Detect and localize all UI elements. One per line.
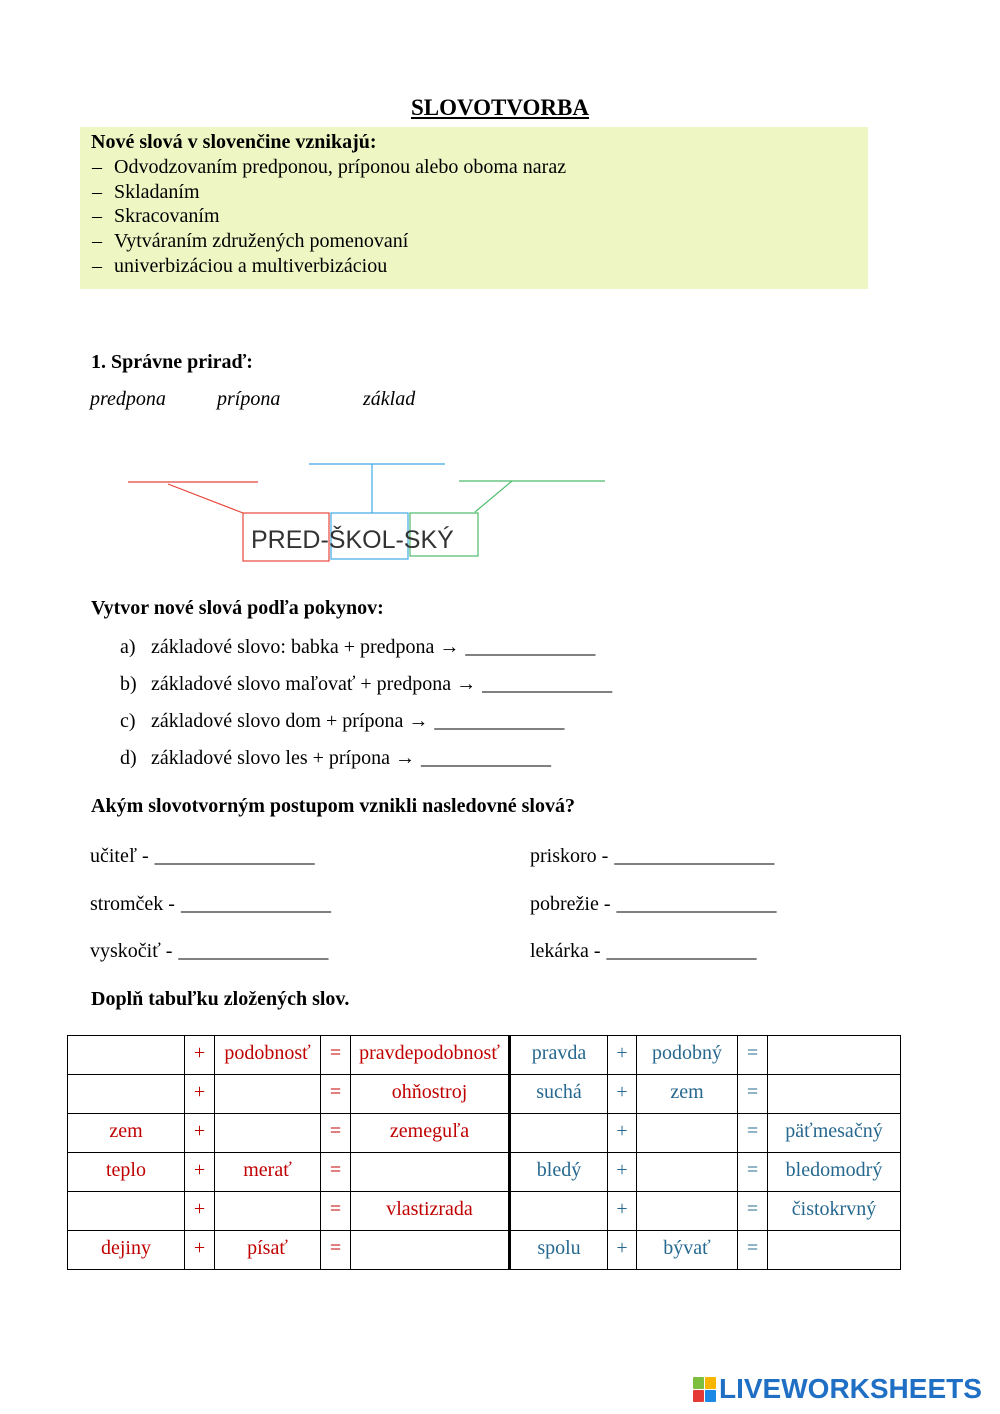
answer-cell[interactable] [351,1231,510,1270]
equals-sign-cell: = [321,1153,351,1192]
word-cell: bledý [510,1153,608,1192]
answer-blank[interactable]: _____________ [465,636,596,658]
word-label: priskoro - [530,845,609,867]
equals-sign-cell: = [738,1153,768,1192]
answer-cell[interactable] [215,1075,321,1114]
task2-item [151,746,551,770]
table-row [68,1036,901,1075]
prefix-connector [168,484,243,513]
liveworksheets-logo-text: LIVEWORKSHEETS [719,1373,982,1404]
compound-words-table [67,1035,901,1270]
info-item: univerbizáciou a multiverbizáciou [114,255,388,277]
word-cell: suchá [510,1075,608,1114]
item-label: a) [120,636,136,658]
info-box-heading: Nové slová v slovenčine vznikajú: [91,131,377,153]
liveworksheets-logo-icon [693,1377,716,1402]
bullet-dash: – [92,230,102,252]
equals-sign-cell: = [738,1036,768,1075]
task2-item [151,672,612,696]
word-cell: bledomodrý [768,1153,901,1192]
answer-cell[interactable] [510,1114,608,1153]
draggable-word-predpona[interactable]: predpona [90,388,166,410]
word-cell: zem [68,1114,185,1153]
table-row [68,1075,901,1114]
plus-sign-cell: + [608,1153,637,1192]
plus-sign-cell: + [608,1075,637,1114]
answer-cell[interactable] [768,1231,901,1270]
answer-cell[interactable] [768,1036,901,1075]
task4-heading: Doplň tabuľku zložených slov. [91,988,350,1010]
task3-item [90,939,328,963]
equals-sign-cell: = [738,1075,768,1114]
equals-sign-cell: = [321,1114,351,1153]
word-cell: bývať [637,1231,738,1270]
answer-blank[interactable]: _____________ [482,673,613,695]
plus-sign-cell: + [608,1114,637,1153]
answer-cell[interactable] [510,1192,608,1231]
item-label: b) [120,673,137,695]
bullet-dash: – [92,255,102,277]
info-item: Odvodzovaním predponou, príponou alebo oboma naraz [114,156,567,178]
answer-cell[interactable] [637,1192,738,1231]
answer-blank[interactable]: ________________ [616,893,777,915]
item-text: základové slovo: babka + predpona → [151,636,460,658]
draggable-word-pripona[interactable]: prípona [217,388,281,410]
item-label: c) [120,710,136,732]
word-cell: podobný [637,1036,738,1075]
task3-item [530,844,774,868]
logo-tile [705,1377,716,1389]
word-label: vyskočiť - [90,940,173,962]
logo-tile [705,1390,716,1402]
answer-cell[interactable] [68,1075,185,1114]
word-label: stromček - [90,893,175,915]
answer-blank[interactable]: _______________ [180,893,331,915]
suffix-connector [475,481,512,512]
info-item: Vytváraním združených pomenovaní [114,230,409,252]
info-item: Skracovaním [114,205,220,227]
word-cell: pravdepodobnosť [351,1036,510,1075]
table-row [68,1231,901,1270]
equals-sign-cell: = [321,1192,351,1231]
answer-cell[interactable] [637,1153,738,1192]
plus-sign-cell: + [608,1231,637,1270]
answer-blank[interactable]: _____________ [421,747,551,769]
plus-sign-cell: + [185,1114,215,1153]
task3-item [530,939,757,963]
word-structure-diagram [100,450,620,570]
answer-cell[interactable] [68,1036,185,1075]
equals-sign-cell: = [738,1231,768,1270]
answer-blank[interactable]: ________________ [614,845,775,867]
plus-sign-cell: + [185,1231,215,1270]
task3-heading: Akým slovotvorným postupom vznikli nasledovné slová? [91,795,575,817]
word-label: pobrežie - [530,893,611,915]
plus-sign-cell: + [185,1075,215,1114]
word-cell: teplo [68,1153,185,1192]
task2-item [151,709,564,733]
word-cell: podobnosť [215,1036,321,1075]
table-row [68,1192,901,1231]
word-cell: zem [637,1075,738,1114]
equals-sign-cell: = [738,1114,768,1153]
info-item: Skladaním [114,181,200,203]
table-body [68,1036,901,1270]
task3-item [530,892,777,916]
word-cell: písať [215,1231,321,1270]
word-cell: ohňostroj [351,1075,510,1114]
answer-cell[interactable] [215,1192,321,1231]
diagram-word: PRED-ŠKOL-SKÝ [251,526,454,554]
table-row [68,1114,901,1153]
equals-sign-cell: = [321,1075,351,1114]
word-cell: zemeguľa [351,1114,510,1153]
equals-sign-cell: = [321,1036,351,1075]
plus-sign-cell: + [185,1192,215,1231]
answer-cell[interactable] [351,1153,510,1192]
word-cell: dejiny [68,1231,185,1270]
word-cell: čistokrvný [768,1192,901,1231]
answer-cell[interactable] [68,1192,185,1231]
word-label: učiteľ - [90,845,149,867]
bullet-dash: – [92,181,102,203]
equals-sign-cell: = [738,1192,768,1231]
answer-blank[interactable]: _____________ [434,710,565,732]
bullet-dash: – [92,156,102,178]
task2-item [151,635,595,659]
word-cell: merať [215,1153,321,1192]
page-title: SLOVOTVORBA [410,95,589,120]
word-cell: vlastizrada [351,1192,510,1231]
item-text: základové slovo dom + prípona → [151,710,429,732]
answer-cell[interactable] [215,1114,321,1153]
logo-tile [693,1390,704,1402]
item-text: základové slovo maľovať + predpona → [151,673,477,695]
plus-sign-cell: + [608,1036,637,1075]
task1-heading: 1. Správne priraď: [91,351,253,373]
logo-tile [693,1377,704,1389]
task3-item [90,892,331,916]
answer-cell[interactable] [637,1114,738,1153]
answer-blank[interactable]: ________________ [154,845,315,867]
word-label: lekárka - [530,940,601,962]
answer-blank[interactable]: _______________ [606,940,757,962]
plus-sign-cell: + [185,1153,215,1192]
table-row [68,1153,901,1192]
bullet-dash: – [92,205,102,227]
item-text: základové slovo les + prípona → [151,747,415,769]
word-cell: päťmesačný [768,1114,901,1153]
plus-sign-cell: + [185,1036,215,1075]
answer-cell[interactable] [768,1075,901,1114]
word-cell: spolu [510,1231,608,1270]
task2-heading: Vytvor nové slová podľa pokynov: [91,597,384,619]
plus-sign-cell: + [608,1192,637,1231]
draggable-word-zaklad[interactable]: základ [363,388,416,410]
task3-item [90,844,315,868]
answer-blank[interactable]: _______________ [178,940,329,962]
item-label: d) [120,747,137,769]
word-cell: pravda [510,1036,608,1075]
equals-sign-cell: = [321,1231,351,1270]
